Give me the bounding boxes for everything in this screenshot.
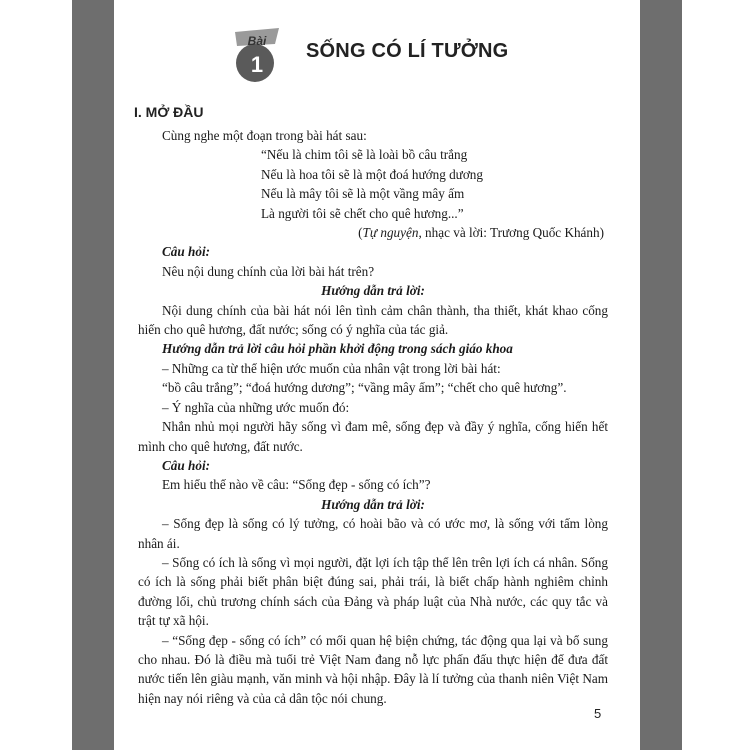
question-text: Nêu nội dung chính của lời bài hát trên? — [162, 263, 375, 279]
lyric-line: Nếu là mây tôi sẽ là một vầng mây ấm — [261, 186, 465, 202]
question-label: Câu hỏi: — [162, 244, 211, 260]
answer-paragraph: – “Sống đẹp - sống có ích” có mối quan hệ biện chứng, tác động qua lại và bổ sung cho nhau. Đó là điều mà tuổi trẻ Việt Nam đang nỗ lực phấn đấu thực hiện để đưa đất nước tiến lên giàu mạnh, văn minh và hội nhập. Đây là lí tưởng của thanh niên Việt Nam hiện nay nói riêng và của cả dân tộc nói chung. — [138, 632, 608, 706]
song-credit: , nhạc và lời: Trương Quốc Khánh) — [418, 225, 604, 241]
lyric-line: Nếu là hoa tôi sẽ là một đoá hướng dương — [261, 166, 483, 182]
lesson-badge — [229, 26, 285, 84]
answer-paragraph: – Sống có ích là sống vì mọi người, đặt lợi ích tập thể lên trên lợi ích cá nhân. Sống có ích là sống phải biết phân biệt đúng sai, phải trái, là biết chấp hành nghiêm chỉnh đường lối, chủ trương chính sách của Đảng và pháp luật của Nhà nước, các quy tắc và trật tự xã hội. — [138, 554, 608, 629]
song-source: (Tự nguyện, nhạc và lời: Trương Quốc Khánh) — [358, 225, 604, 241]
question-text: Em hiểu thế nào về câu: “Sống đẹp - sống có ích”? — [162, 477, 431, 493]
answer-guide-label: Hướng dẫn trả lời: — [321, 496, 425, 512]
page-number: 5 — [594, 706, 602, 721]
right-margin-bar — [640, 0, 682, 750]
guide-item-detail: Nhắn nhủ mọi người hãy sống vì đam mê, sống đẹp và đầy ý nghĩa, cống hiến hết mình cho quê hương, đất nước. — [138, 419, 608, 454]
lyric-line: “Nếu là chim tôi sẽ là loài bồ câu trắng — [261, 147, 468, 163]
guide-item: – Ý nghĩa của những ước muốn đó: — [162, 399, 350, 415]
answer-text: Nội dung chính của bài hát nói lên tình cảm chân thành, tha thiết, khát khao cống hiến cho quê hương, đất nước; sống có ý nghĩa của tác giả. — [138, 302, 608, 338]
guide-item: – Những ca từ thể hiện ước muốn của nhân vật trong lời bài hát: — [162, 360, 501, 376]
book-page — [114, 0, 640, 750]
section-title: I. MỞ ĐẦU — [134, 104, 204, 120]
song-lyrics — [138, 145, 608, 223]
lesson-title: SỐNG CÓ LÍ TƯỞNG — [306, 40, 509, 62]
left-margin-bar — [72, 0, 114, 750]
question-label: Câu hỏi: — [162, 457, 211, 473]
badge-number: 1 — [250, 52, 264, 77]
intro-text: Cùng nghe một đoạn trong bài hát sau: — [162, 128, 367, 143]
page-content — [138, 126, 608, 708]
answer-guide-label: Hướng dẫn trả lời: — [321, 283, 425, 299]
guide-item-detail: “bồ câu trắng”; “đoá hướng dương”; “vầng mây ấm”; “chết cho quê hương”. — [162, 380, 567, 396]
answer-paragraph: – Sống đẹp là sống có lý tưởng, có hoài bão và có ước mơ, là sống với tấm lòng nhân ái. — [138, 516, 608, 551]
lyric-line: Là người tôi sẽ chết cho quê hương...” — [261, 205, 464, 221]
textbook-guide-label: Hướng dẫn trả lời câu hỏi phần khởi động trong sách giáo khoa — [162, 341, 513, 357]
song-title: Tự nguyện — [362, 225, 419, 241]
badge-word: Bài — [247, 34, 267, 48]
